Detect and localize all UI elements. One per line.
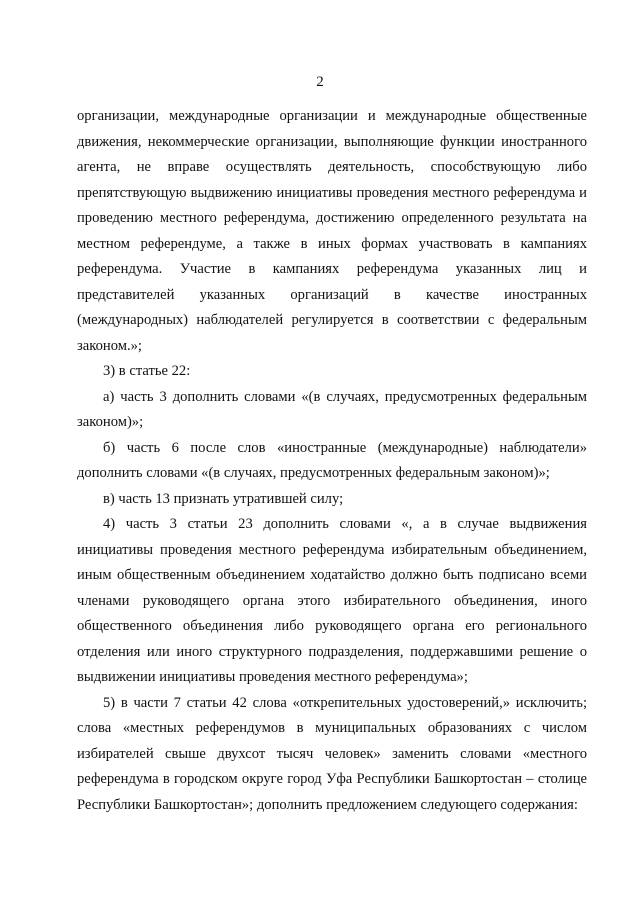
paragraph-item-3v: в) часть 13 признать утратившей силу; xyxy=(103,490,344,507)
page-number: 2 xyxy=(316,74,324,90)
document-body xyxy=(77,104,587,818)
paragraph-continuation: организации, международные организации и международные общественные движения, некоммерческие организации, выполняющие функции иностранного агента, не вправе осуществлять деятельность, способствующую либо препятствующую выдвижению инициативы проведения местного референдума и проведению местного референдума, достижению определенного результата на местном референдуме, а также в иных формах участвовать в кампаниях референдума. Участие в кампаниях референдума указанных лиц и представителей указанных организаций в качестве иностранных (международных) наблюдателей регулируется в соответствии с федеральным законом.»; xyxy=(77,108,587,354)
paragraph-item-5: 5) в части 7 статьи 42 слова «открепительных удостоверений,» исключить; слова «местных референдумов в муниципальных образованиях с числом избирателей свыше двухсот тысяч человек» заменить словами «местного референдума в городском округе город Уфа Республики Башкортостан – столице Республики Башкортостан»; дополнить предложением следующего содержания: xyxy=(77,694,587,813)
paragraph-item-3: 3) в статье 22: xyxy=(103,363,191,379)
paragraph-item-3a: а) часть 3 дополнить словами «(в случаях, предусмотренных федеральным законом)»; xyxy=(77,388,587,430)
paragraph-item-4: 4) часть 3 статьи 23 дополнить словами «, а в случае выдвижения инициативы проведения местного референдума избирательным объединением, иным общественным объединением ходатайство должно быть подписано всеми членами руководящего органа этого избирательного объединения, иного общественного объединения либо руководящего органа его регионального отделения или иного структурного подразделения, поддержавшими решение о выдвижении инициативы проведения местного референдума»; xyxy=(77,516,587,685)
paragraph-item-3b: б) часть 6 после слов «иностранные (международные) наблюдатели» дополнить словами «(в случаях, предусмотренных федеральным законом)»; xyxy=(77,439,587,481)
